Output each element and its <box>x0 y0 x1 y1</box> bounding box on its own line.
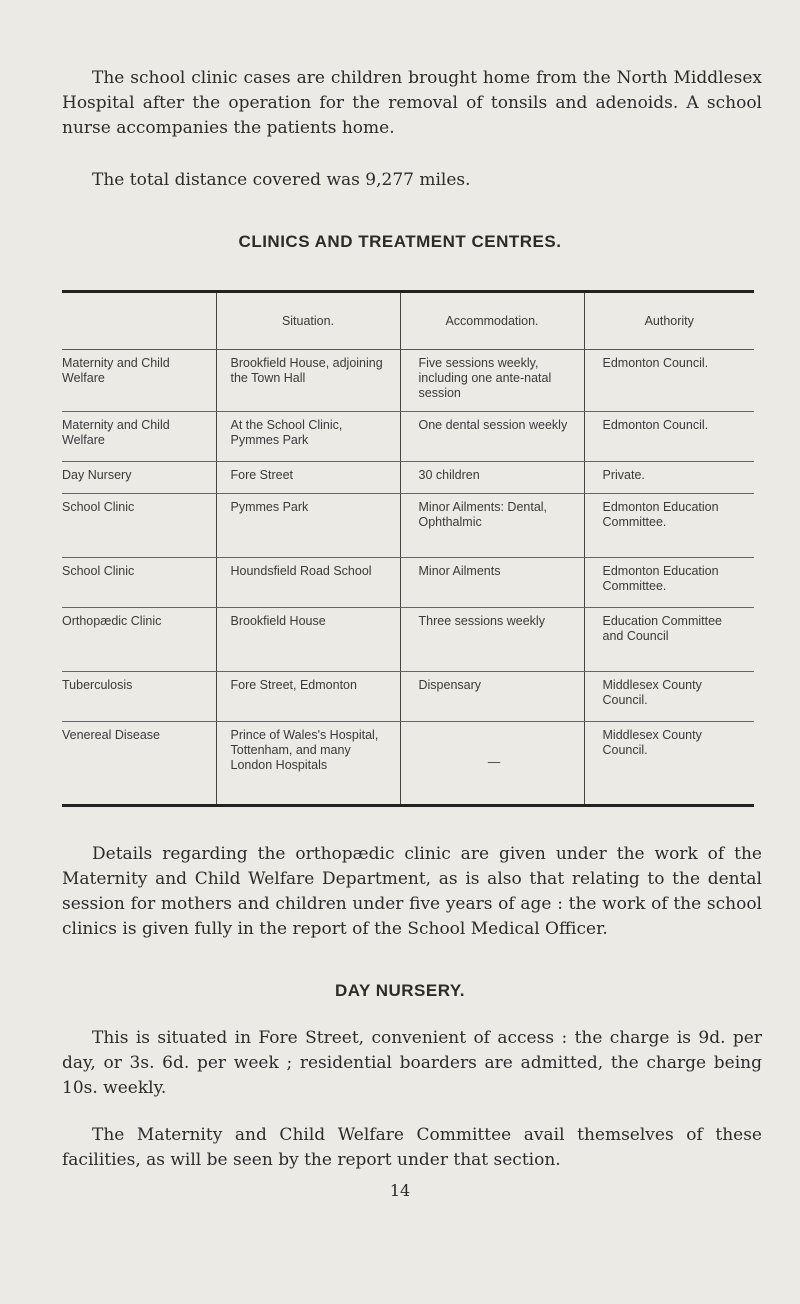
cell-authority: Middlesex County Council. <box>584 722 754 804</box>
table-row <box>62 672 754 722</box>
table-row <box>62 558 754 608</box>
cell-situation: Pymmes Park <box>216 494 400 558</box>
nursery-paragraph-1: This is situated in Fore Street, convenient of access : the charge is 9d. per day, or 3s. 6d. per week ; residential boarders are admitted, the charge being 10s. weekly. <box>62 1028 762 1098</box>
table-row <box>62 462 754 494</box>
cell-authority: Edmonton Council. <box>584 412 754 462</box>
cell-type: Day Nursery <box>62 462 216 494</box>
table-row <box>62 722 754 804</box>
cell-type: Venereal Disease <box>62 728 160 742</box>
intro-paragraph-2: The total distance covered was 9,277 miles. <box>92 170 471 190</box>
table-row <box>62 412 754 462</box>
table-row <box>62 608 754 672</box>
column-header-authority: Authority <box>584 293 754 350</box>
cell-situation: At the School Clinic, Pymmes Park <box>216 412 400 462</box>
cell-situation: Houndsfield Road School <box>216 558 400 608</box>
table-header-row <box>62 293 754 350</box>
table-row <box>62 350 754 412</box>
cell-situation: Prince of Wales's Hospital, Tottenham, and many London Hospitals <box>216 722 400 804</box>
cell-accommodation: Minor Ailments <box>400 558 584 608</box>
cell-authority: Education Committee and Council <box>584 608 754 672</box>
cell-authority: Edmonton Education Committee. <box>584 494 754 558</box>
cell-type: School Clinic <box>62 558 216 608</box>
cell-authority: Middlesex County Council. <box>584 672 754 722</box>
clinics-table <box>62 290 754 807</box>
cell-accommodation: One dental session weekly <box>400 412 584 462</box>
cell-type: School Clinic <box>62 494 216 558</box>
cell-accommodation: Three sessions weekly <box>400 608 584 672</box>
cell-type: Tuberculosis <box>62 672 216 722</box>
cell-accommodation: Dispensary <box>400 672 584 722</box>
cell-authority: Edmonton Education Committee. <box>584 558 754 608</box>
cell-authority: Private. <box>584 462 754 494</box>
cell-situation: Fore Street, Edmonton <box>216 672 400 722</box>
cell-authority: Edmonton Council. <box>584 350 754 412</box>
cell-accommodation: — <box>400 722 584 804</box>
nursery-paragraph-2: The Maternity and Child Welfare Committee avail themselves of these facilities, as will be seen by the report under that section. <box>62 1125 762 1170</box>
cell-situation: Brookfield House <box>216 608 400 672</box>
cell-accommodation: 30 children <box>400 462 584 494</box>
cell-type: Orthopædic Clinic <box>62 608 216 672</box>
intro-paragraph-1: The school clinic cases are children brought home from the North Middlesex Hospital after the operation for the removal of tonsils and adenoids. A school nurse accompanies the patients home. <box>62 68 762 138</box>
day-nursery-heading: DAY NURSERY. <box>334 981 466 1000</box>
table-row <box>62 494 754 558</box>
table-bottom-rule <box>62 804 754 807</box>
column-header-type <box>62 293 216 350</box>
cell-type: Maternity and Child Welfare <box>62 412 216 462</box>
cell-accommodation: Five sessions weekly, including one ante-natal session <box>400 350 584 412</box>
column-header-situation: Situation. <box>216 293 400 350</box>
cell-type: Maternity and Child Welfare <box>62 350 216 412</box>
column-header-accommodation: Accommodation. <box>400 293 584 350</box>
cell-situation: Fore Street <box>216 462 400 494</box>
details-paragraph: Details regarding the orthopædic clinic are given under the work of the Maternity and Child Welfare Department, as is also that relating to the dental session for mothers and children under five years of age : the work of the school clinics is given fully in the report of the School Medical Officer. <box>62 844 762 939</box>
page-number: 14 <box>389 1181 411 1200</box>
cell-situation: Brookfield House, adjoining the Town Hall <box>216 350 400 412</box>
cell-accommodation: Minor Ailments: Dental, Ophthalmic <box>400 494 584 558</box>
clinics-heading: CLINICS AND TREATMENT CENTRES. <box>238 232 562 251</box>
